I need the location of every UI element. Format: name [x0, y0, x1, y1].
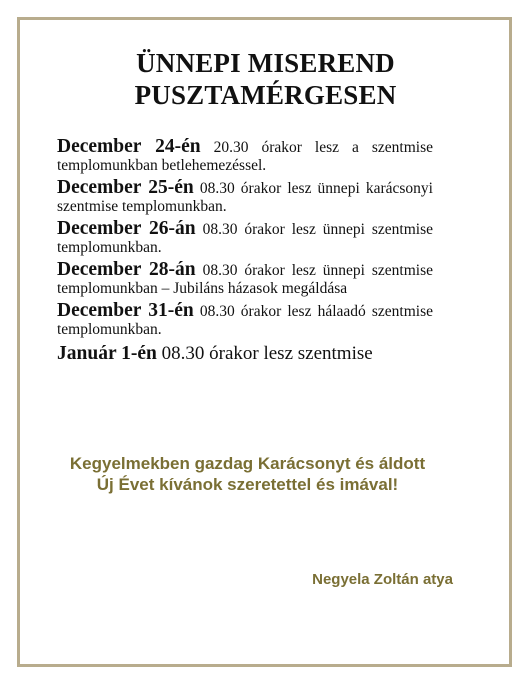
entry-date: Január 1-én — [57, 343, 157, 364]
entry-text: 08.30 órakor lesz szentmise — [161, 343, 373, 364]
schedule-entry — [57, 138, 433, 175]
entry-text: 08.30 órakor lesz hálaadó szentmise templomunkban. — [57, 303, 433, 338]
entry-text: 08.30 órakor lesz ünnepi karácsonyi szentmise templomunkban. — [57, 180, 433, 215]
schedule-entry — [57, 343, 433, 365]
page-title — [0, 47, 531, 111]
schedule-entry — [57, 220, 433, 257]
mass-schedule — [57, 138, 433, 369]
entry-date: December 26-án — [57, 218, 196, 239]
schedule-entry — [57, 261, 433, 298]
holiday-wish: Kegyelmekben gazdag Karácsonyt és áldott Új Évet kívánok szeretettel és imával! — [69, 454, 426, 494]
entry-date: December 31-én — [57, 300, 194, 321]
signature: Negyela Zoltán atya — [312, 571, 453, 588]
title-line-2: PUSZTAMÉRGESEN — [134, 80, 397, 110]
entry-text: 08.30 órakor lesz ünnepi szentmise templomunkban. — [57, 221, 434, 256]
entry-date: December 24-én — [57, 136, 201, 157]
entry-date: December 25-én — [57, 177, 194, 198]
entry-text: 08.30 órakor lesz ünnepi szentmise templomunkban – Jubiláns házasok megáldása — [57, 262, 434, 297]
entry-date: December 28-án — [57, 259, 196, 280]
schedule-entry — [57, 302, 433, 339]
schedule-entry — [57, 179, 433, 216]
title-line-1: ÜNNEPI MISEREND — [136, 48, 395, 78]
entry-text: 20.30 órakor lesz a szentmise templomunkban betlehemezéssel. — [57, 139, 434, 174]
